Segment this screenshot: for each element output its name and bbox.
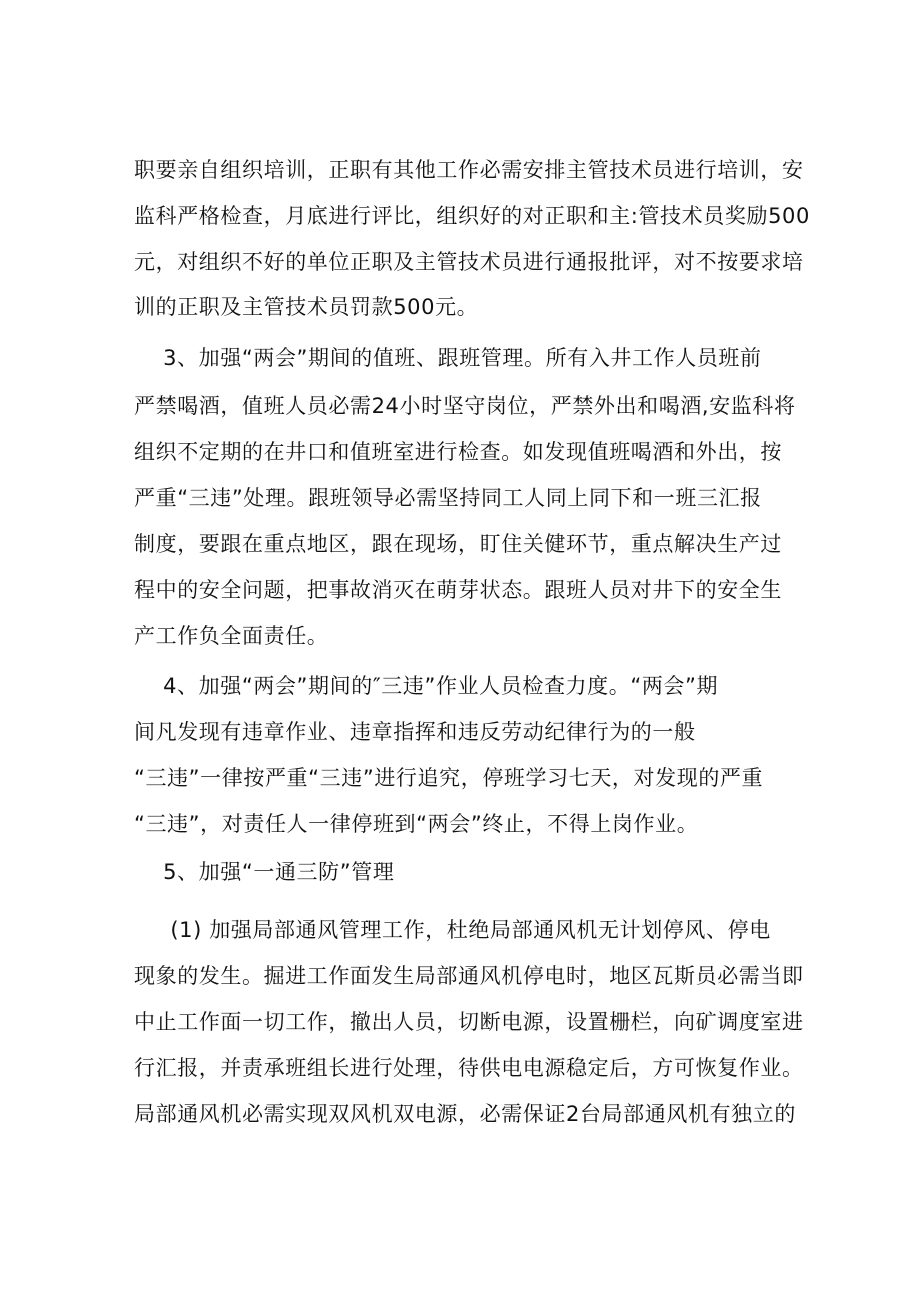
paragraph-1-line-1: 职要亲自组织培训，正职有其他工作必需安排主管技术员进行培训，安: [134, 158, 804, 182]
paragraph-1-line-4: 训的正职及主管技术员罚款500元。: [134, 295, 479, 319]
paragraph-2-line-2: 严禁喝酒，值班人员必需24小时坚守岗位，严禁外出和喝酒,安监科将: [134, 394, 796, 418]
paragraph-4-line-1: 5、加强“一通三防”管理: [134, 860, 395, 884]
paragraph-2-line-4: 严重“三违”处理。跟班领导必需坚持同工人同上同下和一班三汇报: [134, 486, 762, 510]
paragraph-2-line-5: 制度，要跟在重点地区，跟在现场，盯住关健环节，重点解决生产过: [134, 532, 782, 556]
paragraph-3-line-4: “三违”，对责任人一律停班到“两会”终止，不得上岗作业。: [134, 812, 699, 836]
paragraph-5-line-4: 行汇报，并责承班组长进行处理，待供电电源稳定后，方可恢复作业。: [134, 1056, 804, 1080]
paragraph-3-line-2: 间凡发现有违章作业、违章指挥和违反劳动纪律行为的一般: [134, 720, 696, 744]
paragraph-5-line-1: (1) 加强局部通风管理工作，杜绝局部通风机无计划停风、停电: [134, 918, 771, 942]
paragraph-3-line-1: 4、加强“两会”期间的″三违”作业人员检查力度。“两会”期: [134, 674, 719, 698]
paragraph-3-line-3: “三违”一律按严重“三违”进行追究，停班学习七天，对发现的严重: [134, 766, 764, 790]
paragraph-5-line-3: 中止工作面一切工作，撤出人员，切断电源，设置栅栏，向矿调度室进: [134, 1010, 804, 1034]
paragraph-2-line-3: 组织不定期的在井口和值班室进行检查。如发现值班喝酒和外出，按: [134, 440, 782, 464]
paragraph-2-line-1: 3、加强“两会”期间的值班、跟班管理。所有入井工作人员班前: [134, 346, 762, 370]
paragraph-5-line-5: 局部通风机必需实现双风机双电源，必需保证2台局部通风机有独立的: [134, 1102, 796, 1126]
paragraph-5-line-2: 现象的发生。掘进工作面发生局部通风机停电时，地区瓦斯员必需当即: [134, 964, 804, 988]
paragraph-1-line-2: 监科严格检查，月底进行评比，组织好的对正职和主:管技术员奖励500: [134, 204, 810, 228]
paragraph-2-line-6: 程中的安全问题，把事故消灭在萌芽状态。跟班人员对井下的安全生: [134, 578, 782, 602]
paragraph-1-line-3: 元，对组织不好的单位正职及主管技术员进行通报批评，对不按要求培: [134, 250, 804, 274]
paragraph-2-line-7: 产工作负全面责任。: [134, 624, 329, 648]
